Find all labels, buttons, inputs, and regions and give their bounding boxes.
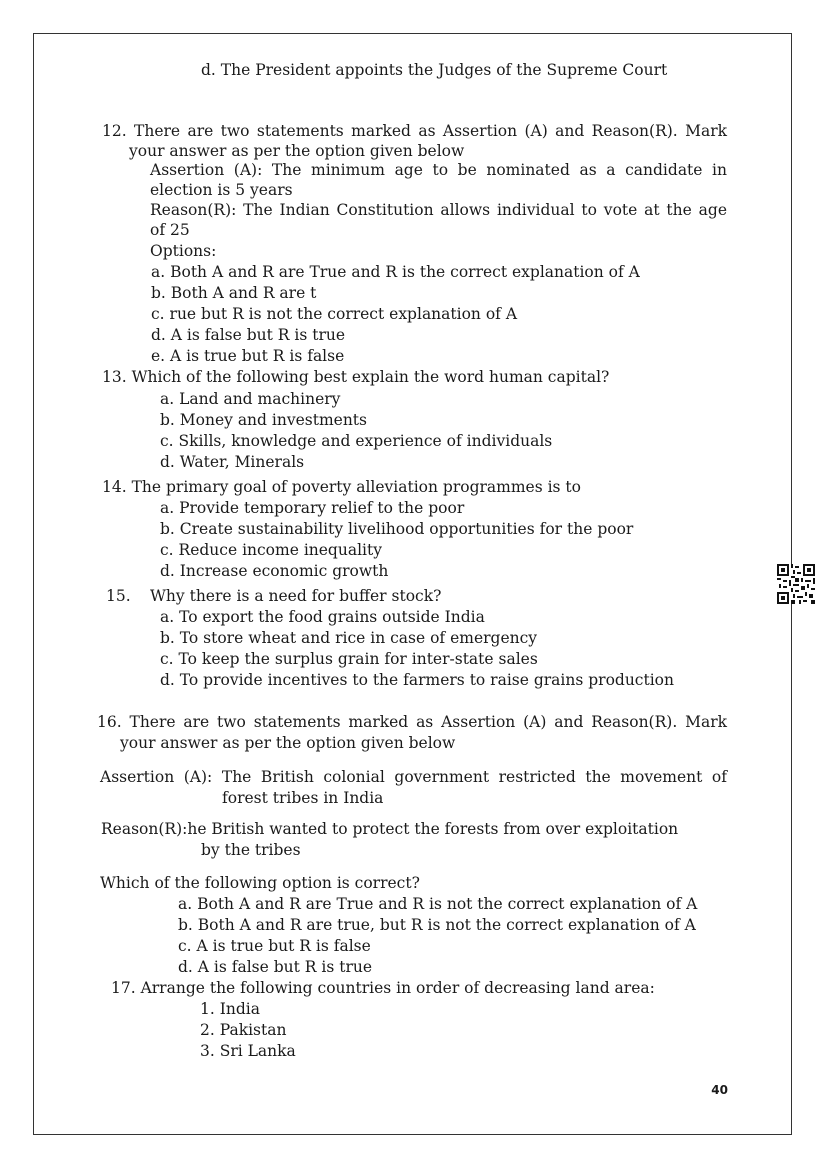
- q12-reason-line1: Reason(R): The Indian Constitution allows individual to vote at the age: [150, 201, 727, 219]
- q13-option-b: b. Money and investments: [160, 411, 367, 429]
- q16-question-line2: your answer as per the option given below: [120, 734, 456, 752]
- q13-option-d: d. Water, Minerals: [160, 453, 305, 471]
- q12-question-line2: your answer as per the option given below: [129, 142, 465, 160]
- q16-prompt: Which of the following option is correct?: [100, 874, 420, 892]
- q17-item-2: 2. Pakistan: [200, 1021, 287, 1039]
- q15-option-a: a. To export the food grains outside India: [160, 608, 485, 626]
- q11-option-d: d. The President appoints the Judges of the Supreme Court: [201, 61, 668, 79]
- q15-option-c: c. To keep the surplus grain for inter-state sales: [160, 650, 538, 668]
- q12-option-b: b. Both A and R are t: [151, 284, 317, 302]
- q17-item-3: 3. Sri Lanka: [200, 1042, 296, 1060]
- q12-reason-line2: of 25: [150, 221, 190, 239]
- q15-option-b: b. To store wheat and rice in case of emergency: [160, 629, 538, 647]
- q14-option-a: a. Provide temporary relief to the poor: [160, 499, 465, 517]
- q14-option-b: b. Create sustainability livelihood opportunities for the poor: [160, 520, 634, 538]
- q12-question-line1: 12. There are two statements marked as Assertion (A) and Reason(R). Mark: [102, 122, 727, 140]
- q17-question: 17. Arrange the following countries in order of decreasing land area:: [111, 979, 655, 997]
- q16-assertion-line1: Assertion (A): The British colonial government restricted the movement of: [100, 768, 727, 786]
- q14-option-c: c. Reduce income inequality: [160, 541, 382, 559]
- q12-option-c: c. rue but R is not the correct explanation of A: [151, 305, 518, 323]
- q15-option-d: d. To provide incentives to the farmers to raise grains production: [160, 671, 674, 689]
- q14-option-d: d. Increase economic growth: [160, 562, 389, 580]
- q15-question: Why there is a need for buffer stock?: [150, 587, 442, 605]
- q16-option-b: b. Both A and R are true, but R is not the correct explanation of A: [178, 916, 696, 934]
- q16-option-d: d. A is false but R is true: [178, 958, 373, 976]
- q12-option-a: a. Both A and R are True and R is the correct explanation of A: [151, 263, 640, 281]
- q16-option-c: c. A is true but R is false: [178, 937, 371, 955]
- q12-assertion-line2: election is 5 years: [150, 181, 293, 199]
- q12-option-d: d. A is false but R is true: [151, 326, 346, 344]
- q16-reason-line2: by the tribes: [201, 841, 301, 859]
- q16-question-line1: 16. There are two statements marked as Assertion (A) and Reason(R). Mark: [97, 713, 727, 731]
- q13-option-c: c. Skills, knowledge and experience of individuals: [160, 432, 553, 450]
- q16-option-a: a. Both A and R are True and R is not the correct explanation of A: [178, 895, 698, 913]
- q16-reason-line1: Reason(R):he British wanted to protect the forests from over exploitation: [101, 820, 679, 838]
- q16-assertion-line2: forest tribes in India: [222, 789, 384, 807]
- q14-question: 14. The primary goal of poverty alleviation programmes is to: [102, 478, 581, 496]
- qr-code-icon: [777, 564, 815, 604]
- q17-item-1: 1. India: [200, 1000, 260, 1018]
- page-border: [33, 33, 792, 1135]
- q12-option-e: e. A is true but R is false: [151, 347, 345, 365]
- q13-option-a: a. Land and machinery: [160, 390, 341, 408]
- q12-options-label: Options:: [150, 242, 217, 260]
- q15-number: 15.: [106, 587, 131, 605]
- q12-assertion-line1: Assertion (A): The minimum age to be nominated as a candidate in: [150, 161, 727, 179]
- page-number: 40: [711, 1083, 728, 1097]
- q13-question: 13. Which of the following best explain the word human capital?: [102, 368, 610, 386]
